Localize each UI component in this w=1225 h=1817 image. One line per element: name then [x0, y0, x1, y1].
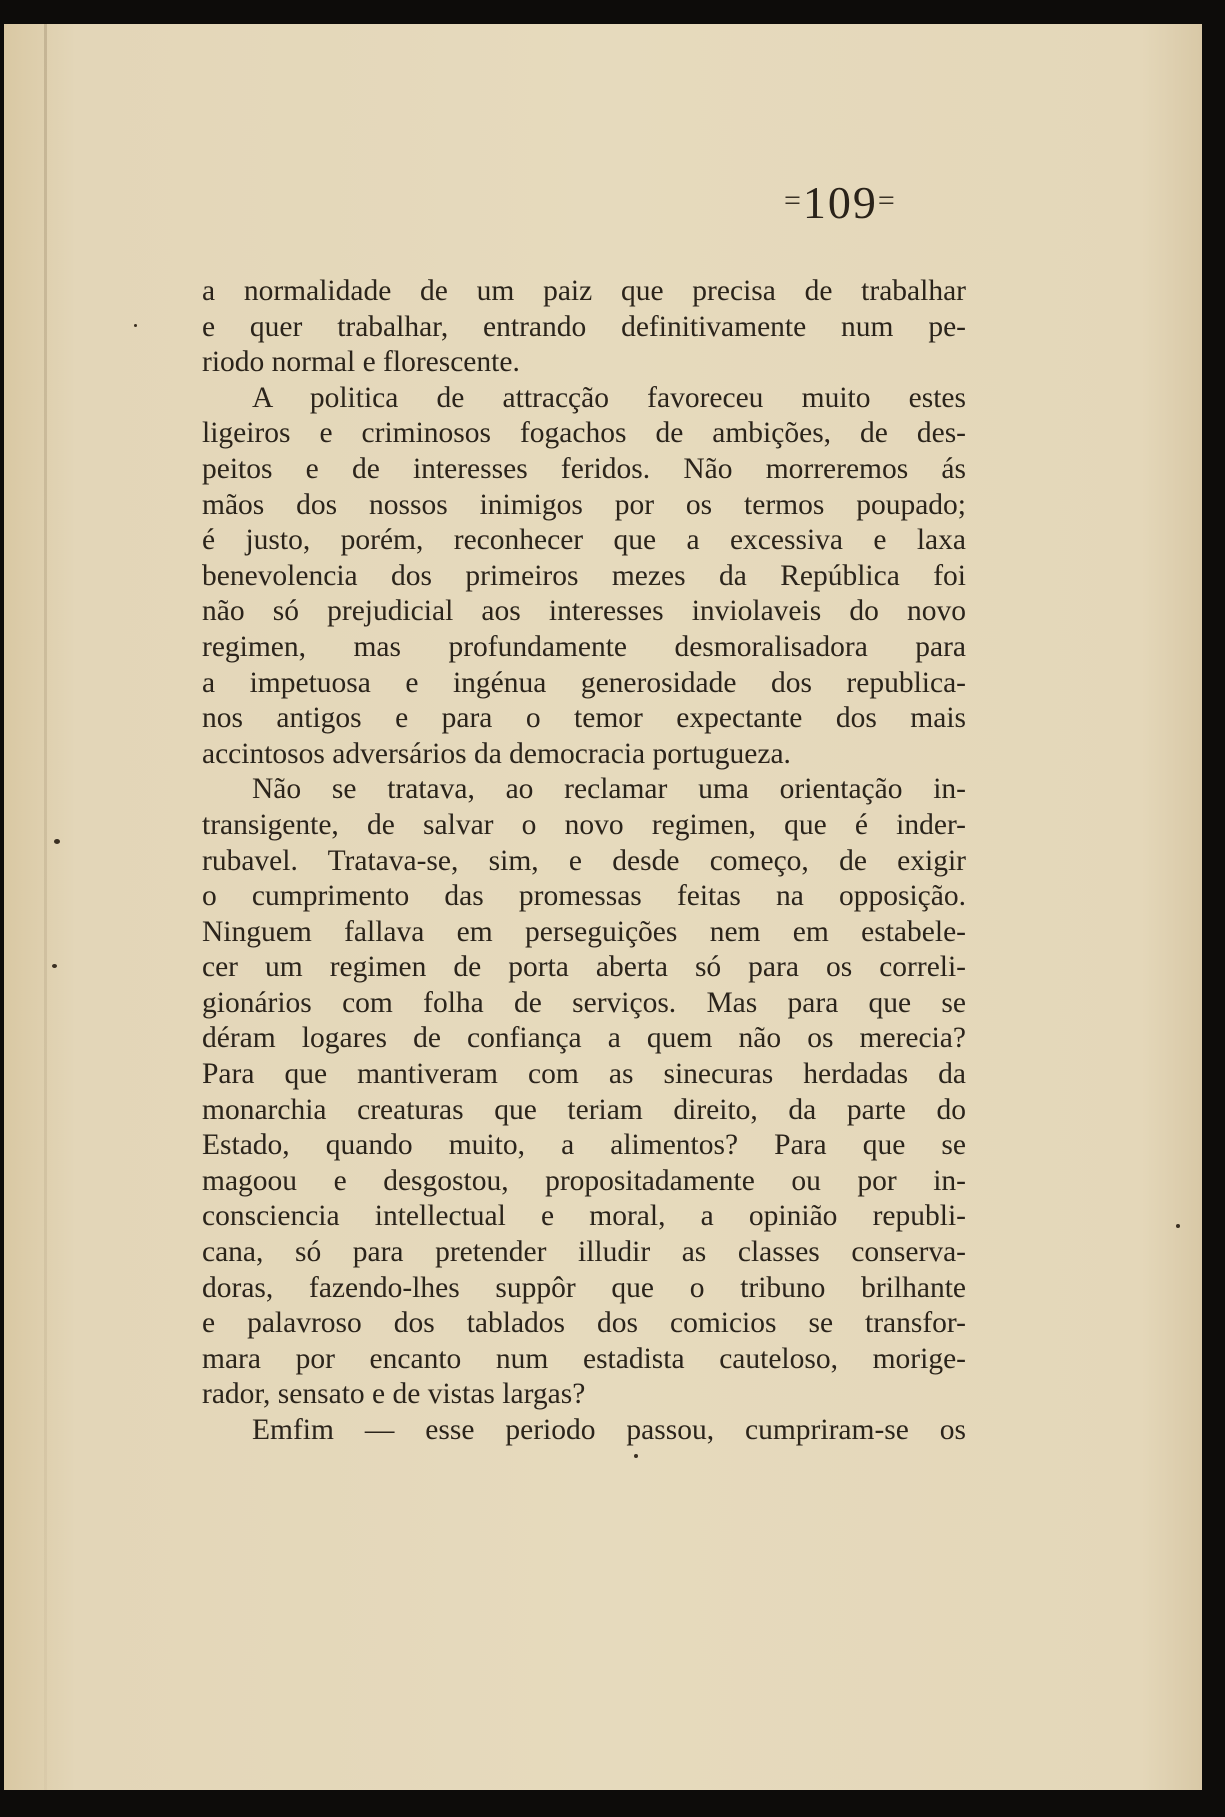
page-gutter [44, 24, 47, 1790]
text-line: A politica de attracção favoreceu muito estes [252, 381, 966, 414]
text-line: a normalidade de um paiz que precisa de trabalhar [202, 275, 966, 307]
text-line: cana, só para pretender illudir as classes conserva- [202, 1236, 966, 1269]
text-line: não só prejudicial aos interesses inviolaveis do novo [202, 595, 966, 628]
text-line: peitos e de interesses feridos. Não morreremos ás [202, 452, 966, 485]
text-line: mara por encanto num estadista cauteloso, morige- [202, 1342, 966, 1375]
text-line: regimen, mas profundamente desmoralisadora para [202, 630, 966, 663]
text-line: e palavroso dos tablados dos comicios se transfor- [202, 1307, 966, 1340]
text-line: cer um regimen de porta aberta só para os correli- [202, 951, 966, 984]
text-line: consciencia intellectual e moral, a opinião republi- [202, 1200, 966, 1233]
text-line: gionários com folha de serviços. Mas para que se [202, 986, 966, 1019]
text-line: Ninguem fallava em perseguições nem em estabele- [202, 915, 966, 948]
page-number [784, 176, 964, 229]
text-line: é justo, porém, reconhecer que a excessiva e laxa [202, 524, 966, 557]
text-line: Para que mantiveram com as sinecuras herdadas da [202, 1058, 966, 1091]
text-line: déram logares de confiança a quem não os merecia? [202, 1022, 966, 1055]
text-line: nos antigos e para o temor expectante dos mais [202, 702, 966, 735]
text-line: riodo normal e florescente. [202, 346, 520, 379]
page-number-dash-right: = [877, 184, 897, 217]
text-line: a impetuosa e ingénua generosidade dos republica- [202, 666, 966, 699]
text-line: rubavel. Tratava-se, sim, e desde começo, de exigir [202, 844, 966, 877]
text-line: accintosos adversários da democracia portugueza. [202, 737, 791, 770]
text-line: e quer trabalhar, entrando definitivamente num pe- [202, 310, 966, 343]
paper-speck [134, 324, 137, 327]
text-line: Estado, quando muito, a alimentos? Para que se [202, 1129, 966, 1162]
text-line: monarchia creaturas que teriam direito, da parte do [202, 1093, 966, 1126]
text-line: ligeiros e criminosos fogachos de ambições, de des- [202, 417, 966, 450]
text-line: o cumprimento das promessas feitas na opposição. [202, 880, 966, 913]
paper-speck [634, 1454, 638, 1458]
paper-speck [1176, 1224, 1180, 1228]
page-number-value: 109 [802, 177, 878, 228]
text-line: doras, fazendo-lhes suppôr que o tribuno brilhante [202, 1271, 966, 1304]
text-line: mãos dos nossos inimigos por os termos poupado; [202, 488, 966, 521]
page-number-dash-left: = [784, 184, 803, 217]
paper-speck [54, 839, 60, 844]
body-text [202, 274, 966, 1449]
text-line: Emfim — esse periodo passou, cumpriram-se os [252, 1414, 966, 1446]
text-line: transigente, de salvar o novo regimen, que é inder- [202, 808, 966, 841]
text-line: Não se tratava, ao reclamar uma orientação in- [252, 773, 966, 806]
text-line: benevolencia dos primeiros mezes da República foi [202, 559, 966, 592]
text-line: magoou e desgostou, propositadamente ou por in- [202, 1164, 966, 1197]
paper-speck [52, 964, 57, 968]
text-line: rador, sensato e de vistas largas? [202, 1378, 586, 1411]
book-page [4, 24, 1202, 1790]
